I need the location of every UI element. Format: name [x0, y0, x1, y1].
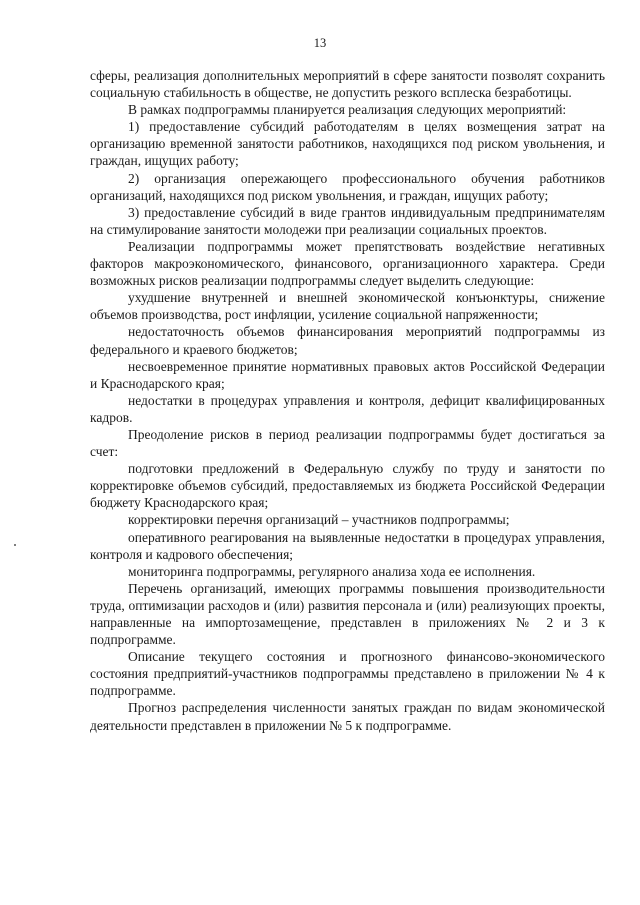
body-text	[90, 67, 605, 734]
list-item: 3) предоставление субсидий в виде грантов индивидуальным предпринимателям на стимулирование занятости молодежи при реализации социальных проектов.	[90, 204, 605, 237]
list-item: 1) предоставление субсидий работодателям в целях возмещения затрат на организацию временной занятости работников, находящихся под риском увольнения, и граждан, ищущих работу;	[90, 119, 605, 169]
list-item: 2) организация опережающего профессионального обучения работников организаций, находящихся под риском увольнения, и граждан, ищущих работу;	[90, 170, 605, 203]
page-number: 13	[313, 36, 327, 50]
list-item: оперативного реагирования на выявленные недостатки в процедурах управления, контроля и кадрового обеспечения;	[90, 529, 605, 562]
paragraph: Описание текущего состояния и прогнозного финансово-экономического состояния предприятий-участников подпрограммы представлено в приложении № 4 к подпрограмме.	[90, 649, 605, 699]
list-item: несвоевременное принятие нормативных правовых актов Российской Федерации и Краснодарского края;	[90, 358, 605, 391]
list-item: корректировки перечня организаций – участников подпрограммы;	[128, 512, 510, 528]
paragraph: Перечень организаций, имеющих программы повышения производительности труда, оптимизации расходов и (или) развития персонала и (или) реализующих проекты, направленные на импортозамещение, представлен в приложениях № 2 и 3 к подпрограмме.	[90, 580, 605, 648]
list-item: недостатки в процедурах управления и контроля, дефицит квалифицированных кадров.	[90, 392, 605, 425]
list-item: ухудшение внутренней и внешней экономической конъюнктуры, снижение объемов производства, рост инфляции, усиление социальной напряженности;	[90, 290, 605, 323]
paragraph: Преодоление рисков в период реализации подпрограммы будет достигаться за счет:	[90, 426, 605, 460]
list-item: подготовки предложений в Федеральную службу по труду и занятости по корректировке объемов субсидий, предоставляемых из бюджета Российской Федерации бюджету Краснодарского края;	[90, 461, 605, 511]
list-item: недостаточность объемов финансирования мероприятий подпрограммы из федерального и краевого бюджетов;	[90, 324, 605, 357]
list-item: мониторинга подпрограммы, регулярного анализа хода ее исполнения.	[128, 563, 536, 579]
paragraph: Прогноз распределения численности занятых граждан по видам экономической деятельности представлен в приложении № 5 к подпрограмме.	[90, 700, 605, 733]
paragraph: Реализации подпрограммы может препятствовать воздействие негативных факторов макроэкономического, финансового, организационного характера. Среди возможных рисков реализации подпрограммы следует выделить следующие:	[90, 238, 605, 289]
paragraph: сферы, реализация дополнительных мероприятий в сфере занятости позволят сохранить социальную стабильность в обществе, не допустить резкого всплеска безработицы.	[90, 68, 605, 101]
scan-speck	[14, 544, 16, 546]
paragraph: В рамках подпрограммы планируется реализация следующих мероприятий:	[128, 102, 567, 118]
